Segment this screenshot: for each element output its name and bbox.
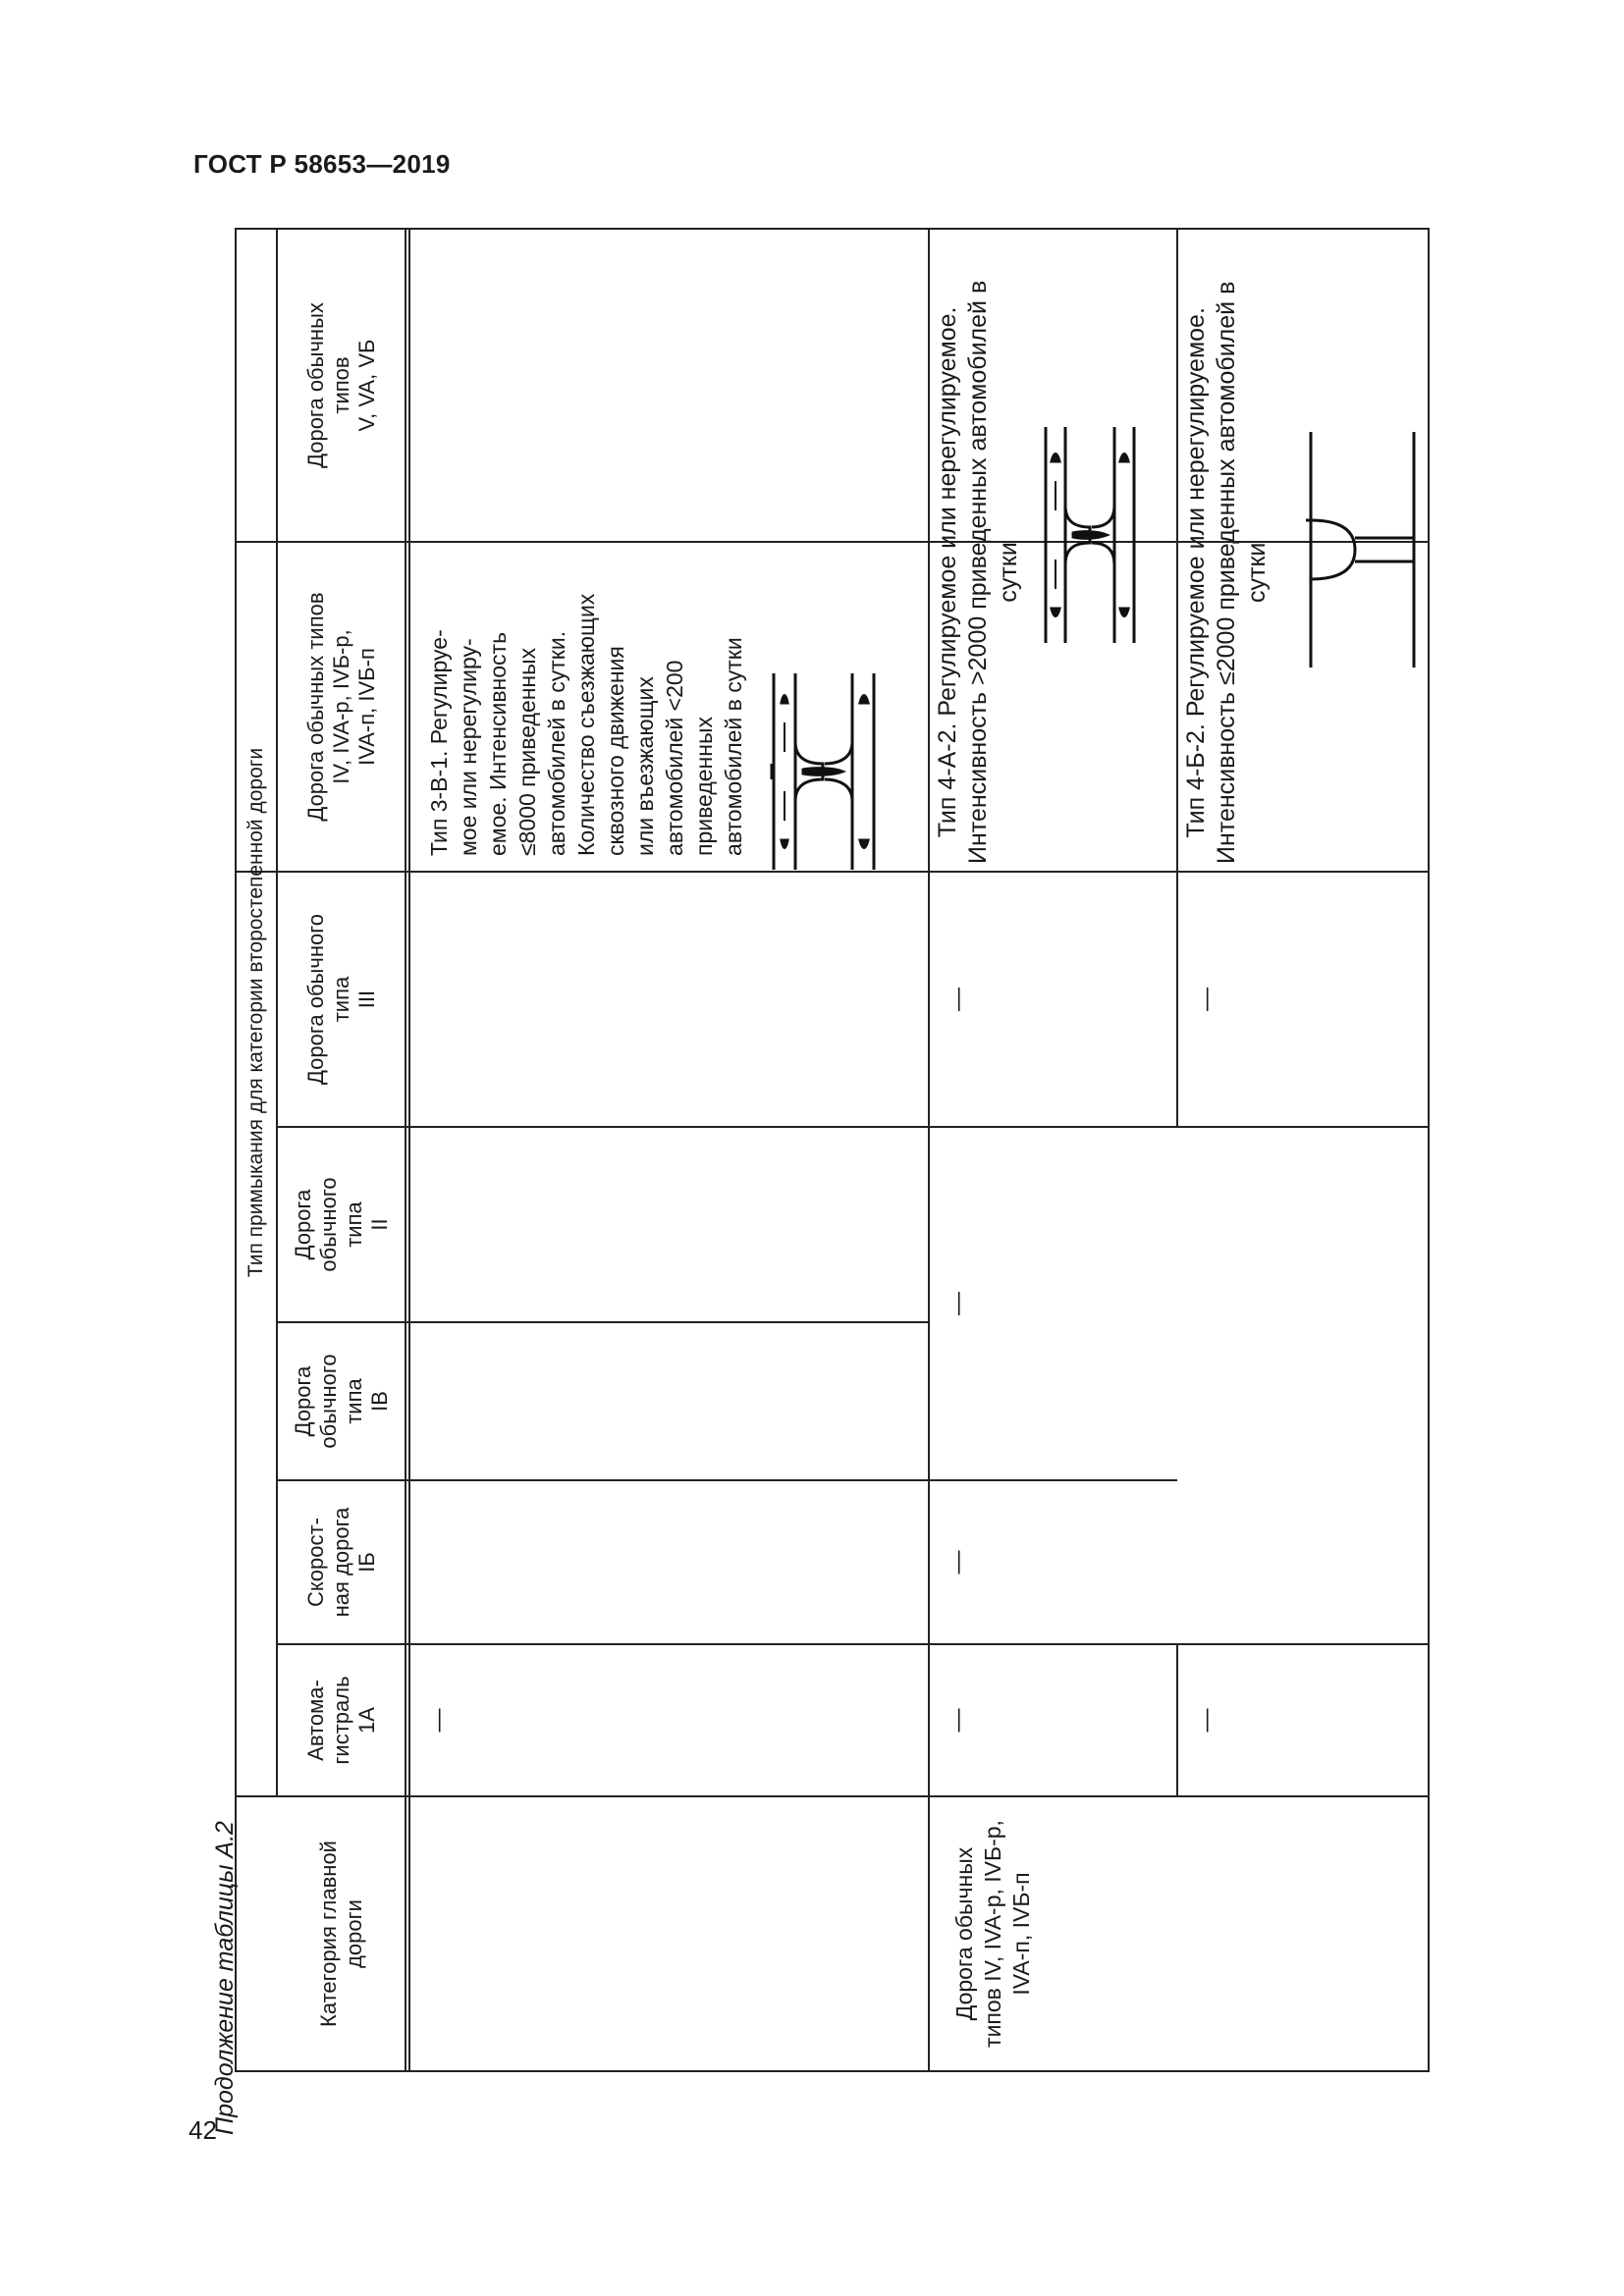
row3-cell-1a: —	[1193, 1708, 1219, 1733]
header-group: Тип примыкания для категории второстепенной дороги	[244, 747, 267, 1278]
junction-3v1-diagram	[772, 673, 874, 870]
row2-cell-3: —	[945, 988, 971, 1011]
row2-main-category: Дорога обычных типов IV, IVA-р, IVБ-р, IVA-п, IVБ-п	[950, 1820, 1034, 2048]
row2-cell-4a2-text: Тип 4-А-2. Регулируемое или нерегулируемое. Интенсивность >2000 приведенных автомобилей в сутки	[933, 280, 1022, 864]
junction-4a2-diagram	[1046, 427, 1134, 643]
header-sub-5: Дорога обычных типов V, VA, VБ	[302, 302, 379, 468]
row2-cell-1a: —	[945, 1708, 971, 1733]
table-caption: Продолжение таблицы А.2	[211, 1821, 239, 2135]
row3-cell-4b2-text: Тип 4-Б-2. Регулируемое или нерегулируемое. Интенсивность ≤2000 приведенных автомобилей в сутки	[1181, 281, 1271, 864]
header-sub-1b: Скорост- ная дорога IБ	[302, 1507, 379, 1618]
header-sub-1a: Автома- гистраль 1А	[302, 1676, 379, 1765]
row3-cell-3: —	[1193, 988, 1219, 1011]
row1-cell-1a: —	[425, 1708, 452, 1733]
row2-cell-1b: —	[945, 1550, 971, 1575]
header-sub-2: Дорога обычного типа II	[290, 1177, 392, 1272]
header-sub-1v: Дорога обычного типа IВ	[290, 1354, 392, 1449]
header-main-category: Категория главной дороги	[315, 1841, 366, 2027]
row1-cell-3v1-text: Тип 3-В-1. Регулируе- мое или нерегулиру- емое. Интенсивность ≤8000 приведенных автомобилей в сутки. Количество съезжающих сквозного движения или въезжающих автомобилей <200 приведенных автомобилей в сутки	[426, 593, 746, 856]
header-sub-3: Дорога обычного типа III	[302, 914, 379, 1086]
document-header: ГОСТ Р 58653—2019	[193, 149, 451, 179]
page-number: 42	[189, 2115, 217, 2145]
row2-cell-1v-2: —	[945, 1292, 971, 1315]
junction-4b2-diagram	[1306, 432, 1419, 667]
header-sub-4: Дорога обычных типов IV, IVA-р, IVБ-р, IVA-п, IVБ-п	[302, 592, 379, 822]
